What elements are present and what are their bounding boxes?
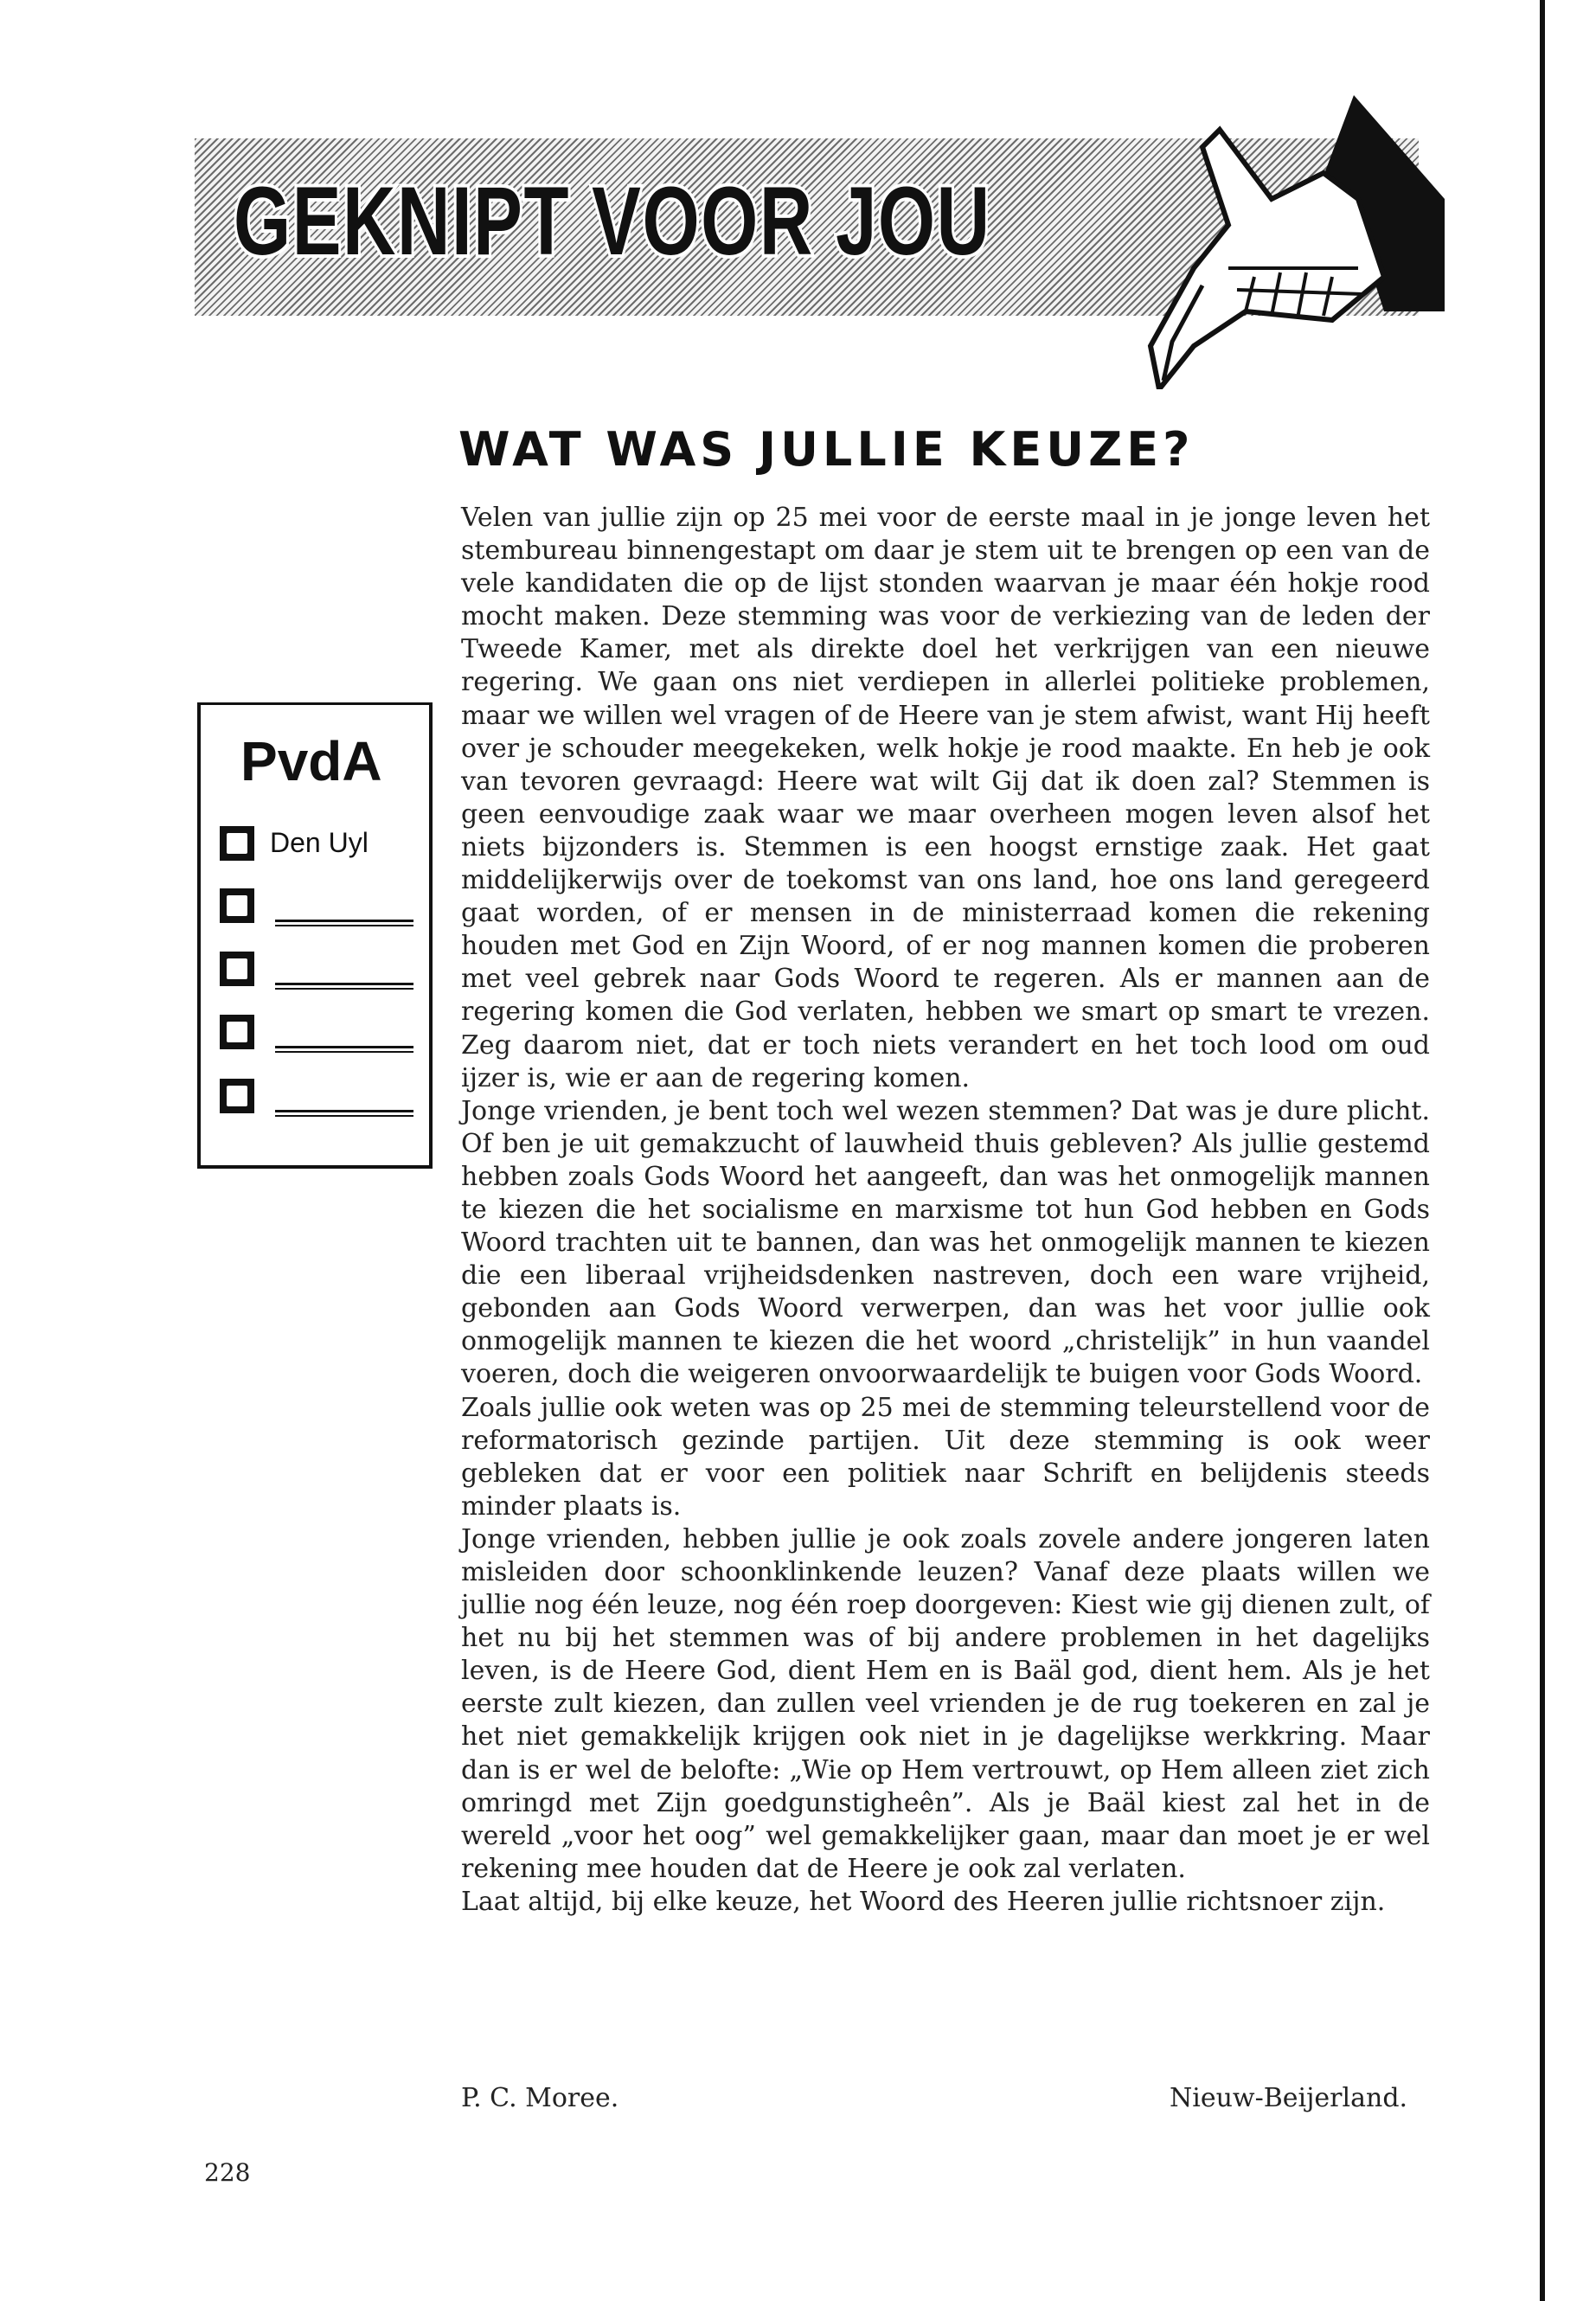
article-heading: WAT WAS JULLIE KEUZE? — [458, 422, 1195, 477]
page-edge-rule — [1540, 0, 1545, 2301]
article-paragraph: Velen van jullie zijn op 25 mei voor de eerste maal in je jonge leven het stembureau binnengestapt om daar je stem uit te brengen op een van de vele kandidaten die op de lijst stonden waarvan je maar één hokje rood mocht maken. Deze stemming was voor de verkiezing van de leden der Tweede Kamer, met als direkte doel het verkrijgen van een nieuwe regering. We gaan ons niet verdiepen in allerlei politieke problemen, maar we willen wel vragen of de Heere van je stem afwist, want Hij heeft over je schouder meegekeken, welk hokje je rood maakte. En heb je ook van tevoren gevraagd: Heere wat wilt Gij dat ik doen zal? Stemmen is geen eenvoudige zaak waar we maar overheen mogen leven alsof het niets bijzonders is. Stemmen is een hoogst ernstige zaak. Het gaat middelijkerwijs over de toekomst van ons land, hoe ons land geregeerd gaat worden, of er mensen in de ministerraad komen die rekening houden met God en Zijn Woord, of er nog mannen komen die proberen met veel gebrek naar Gods Woord te regeren. Als er mannen aan de regering komen die God verlaten, hebben we smart op smart te vrezen. Zeg daarom niet, dat er toch niets verandert en het toch lood om oud ijzer is, wie er aan de regering komen. — [461, 503, 1430, 1093]
ballot-party-name: PvdA — [240, 730, 382, 792]
pointing-hand-icon — [1099, 95, 1445, 389]
ballot-blank-line — [275, 920, 413, 922]
signature-name: P. C. Moree. — [461, 2083, 619, 2113]
ballot-checkbox — [220, 888, 254, 923]
article-paragraph: Jonge vrienden, hebben jullie je ook zoals zovele andere jongeren laten misleiden door schoonklinkende leuzen? Vanaf deze plaats willen we jullie nog één leuze, nog één roep doorgeven: Kiest wie gij dienen zult, of het nu bij het stemmen was of bij andere problemen in het dagelijks leven, is de Heere God, dient Hem en is Baäl god, dient hem. Als je het eerste zult kiezen, dan zullen veel vrienden je de rug toekeren en zal je het niet gemakkelijk krijgen ook niet in je dagelijkse werkkring. Maar dan is er wel de belofte: „Wie op Hem vertrouwt, op Hem alleen ziet zich omringd met Zijn goedgunstigheên”. Als je Baäl kiest zal het in de wereld „voor het oog” wel gemakkelijker gaan, maar dan moet je er wel rekening mee houden dat de Heere je ook zal verlaten. — [461, 1523, 1430, 1884]
ballot-checkbox — [220, 826, 254, 861]
article-paragraph: Jonge vrienden, je bent toch wel wezen stemmen? Dat was je dure plicht. Of ben je uit gemakzucht of lauwheid thuis gebleven? Als jullie gestemd hebben zoals Gods Woord het aangeeft, dan was het onmogelijk mannen te kiezen die het socialisme en marxisme tot hun God hebben en Gods Woord trachten uit te bannen, dan was het onmogelijk mannen te kiezen die een liberaal vrijheidsdenken nastreven, doch een ware vrijheid, gebonden aan Gods Woord verwerpen, dan was het voor jullie ook onmogelijk mannen te kiezen die het woord „christelijk” in hun vaandel voeren, doch die weigeren onvoorwaardelijk te buigen voor Gods Woord. — [461, 1095, 1430, 1390]
ballot-checkbox — [220, 1015, 254, 1049]
banner-title: GEKNIPT VOOR JOU — [234, 167, 991, 275]
ballot-blank-line — [275, 1110, 413, 1112]
article-paragraph: Zoals jullie ook weten was op 25 mei de stemming teleurstellend voor de reformatorisch gezinde partijen. Uit deze stemming is ook weer gebleken dat er voor een politiek naar Schrift en belijdenis steeds minder plaats is. — [461, 1392, 1430, 1522]
ballot-illustration — [197, 702, 433, 1169]
ballot-blank-line — [275, 983, 413, 985]
page-number: 228 — [204, 2158, 251, 2187]
ballot-checkbox — [220, 1079, 254, 1113]
article-paragraph: Laat altijd, bij elke keuze, het Woord des Heeren jullie richtsnoer zijn. — [461, 1886, 1386, 1917]
ballot-checkbox — [220, 952, 254, 986]
article-body — [461, 502, 1430, 1919]
ballot-candidate-name: Den Uyl — [270, 827, 369, 858]
ballot-blank-line — [275, 1046, 413, 1048]
signature-place: Nieuw-Beijerland. — [1170, 2083, 1408, 2113]
